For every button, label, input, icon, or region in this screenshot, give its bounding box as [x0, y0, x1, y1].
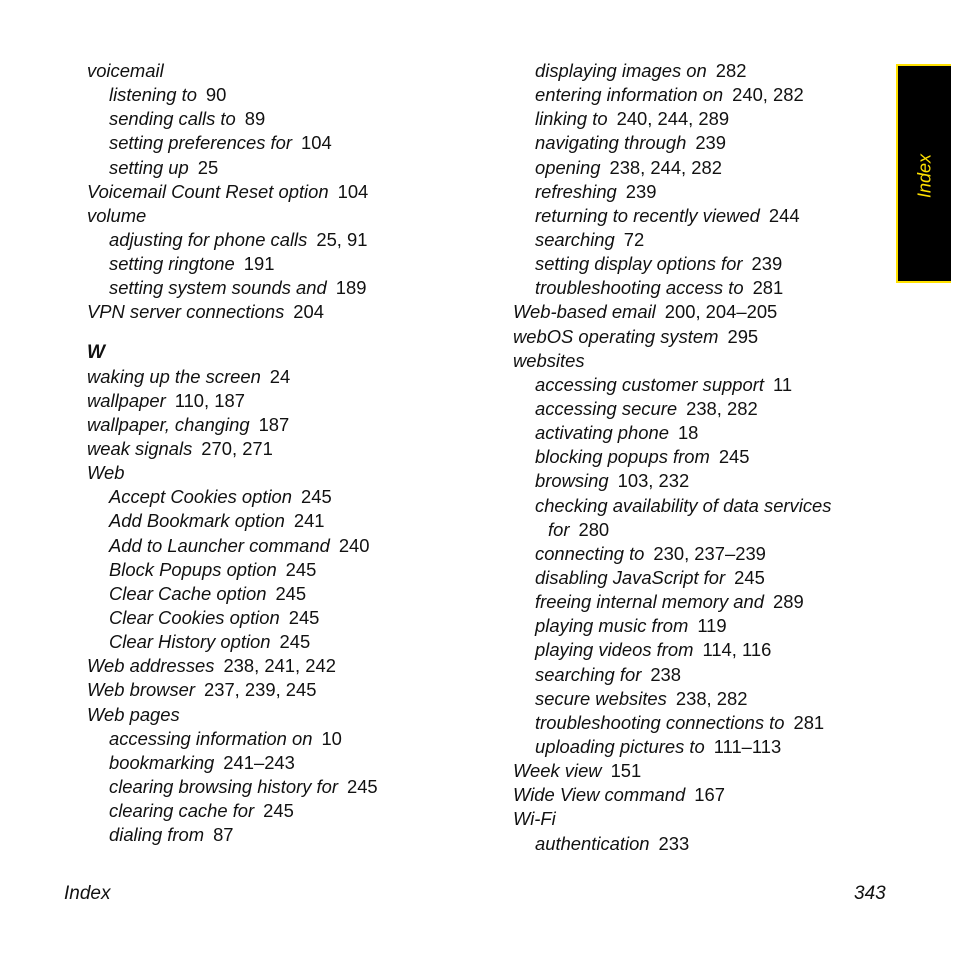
index-entry	[513, 759, 873, 783]
index-term: disabling JavaScript for	[535, 566, 726, 588]
index-term: displaying images on	[535, 60, 707, 81]
index-subentry	[513, 711, 873, 735]
index-subentry	[513, 131, 873, 155]
index-term: Web-based email	[513, 301, 656, 323]
index-term: Accept Cookies option	[109, 486, 292, 508]
index-page-refs: 245	[718, 446, 750, 468]
index-subentry	[513, 276, 873, 300]
index-page-refs: 200, 204–205	[664, 301, 778, 323]
index-page-refs: 233	[658, 832, 690, 854]
index-subentry	[513, 566, 873, 590]
index-subentry	[513, 83, 873, 107]
index-page-refs: 189	[335, 277, 367, 299]
index-entry	[513, 325, 873, 349]
index-subentry	[513, 228, 873, 252]
index-page-refs: 89	[244, 108, 266, 130]
index-term: setting up	[109, 156, 189, 178]
index-term: waking up the screen	[87, 365, 261, 387]
index-term: browsing	[535, 470, 609, 492]
index-page-refs: 280	[578, 518, 610, 540]
index-entry	[87, 461, 467, 485]
index-term: dialing from	[109, 824, 205, 846]
index-page-refs: 245	[279, 631, 311, 653]
index-subentry	[87, 775, 467, 799]
index-page-refs: 104	[300, 132, 332, 154]
index-page-refs: 240	[338, 534, 370, 556]
index-page-refs: 241	[293, 510, 325, 532]
index-page-refs: 239	[751, 253, 783, 275]
index-term: troubleshooting connections to	[535, 711, 785, 733]
index-entry	[87, 59, 467, 83]
index-term: freeing internal memory and	[535, 591, 764, 613]
index-subentry	[87, 252, 467, 276]
index-entry	[87, 204, 467, 228]
index-subentry	[513, 832, 873, 856]
index-page-refs: 104	[337, 180, 369, 202]
index-page-refs: 281	[793, 711, 825, 733]
index-term: accessing customer support	[535, 373, 764, 395]
index-column-right	[513, 59, 873, 856]
index-subentry	[87, 131, 467, 155]
index-term: Week view	[513, 760, 602, 782]
index-page-refs: 103, 232	[617, 470, 690, 492]
index-term: Web browser	[87, 679, 195, 701]
index-subentry	[87, 751, 467, 775]
index-term: checking availability of data services	[535, 494, 832, 516]
index-term: adjusting for phone calls	[109, 228, 308, 250]
index-subentry	[87, 107, 467, 131]
index-entry	[87, 365, 467, 389]
index-page-refs: 11	[772, 373, 793, 395]
index-page-refs: 110, 187	[174, 389, 245, 411]
index-term: for	[548, 518, 570, 540]
index-page-refs: 241–243	[223, 751, 295, 773]
index-page-refs: 238, 282	[686, 397, 758, 419]
index-page-refs: 111–113	[713, 735, 782, 757]
index-entry	[513, 783, 873, 807]
index-term: setting preferences for	[109, 132, 292, 154]
index-column-left	[87, 59, 467, 847]
index-page-refs: 238	[650, 663, 681, 685]
index-subentry	[513, 590, 873, 614]
index-subentry	[87, 228, 467, 252]
index-term: opening	[535, 156, 601, 178]
index-subentry	[87, 606, 467, 630]
index-term: voicemail	[87, 60, 164, 81]
index-subentry	[513, 687, 873, 711]
index-page-refs: 245	[301, 486, 332, 508]
index-term: Block Popups option	[109, 558, 277, 580]
index-term: Clear History option	[109, 631, 271, 653]
index-page-refs: 245	[275, 582, 307, 604]
index-term: connecting to	[535, 542, 645, 564]
index-term: Web pages	[87, 703, 180, 725]
index-term: playing music from	[535, 615, 689, 637]
index-page-refs: 237, 239, 245	[204, 679, 317, 701]
index-term: Add Bookmark option	[109, 510, 285, 532]
index-term: Wi-Fi	[513, 808, 556, 830]
index-page-refs: 25, 91	[316, 228, 368, 250]
index-page-refs: 87	[213, 824, 234, 846]
index-term: navigating through	[535, 132, 687, 154]
index-term: returning to recently viewed	[535, 204, 760, 226]
index-term: VPN server connections	[87, 301, 285, 323]
index-page-refs: 245	[346, 775, 378, 797]
index-page-refs: 240, 282	[732, 84, 804, 106]
index-term: weak signals	[87, 437, 193, 459]
index-page-refs: 90	[205, 84, 227, 106]
index-page-refs: 114, 116	[702, 639, 772, 661]
index-page-refs: 10	[321, 727, 342, 749]
index-page-refs: 72	[623, 228, 645, 250]
index-term: setting display options for	[535, 253, 743, 275]
index-subentry	[513, 107, 873, 131]
index-term: Wide View command	[513, 784, 686, 806]
index-subentry	[513, 638, 873, 662]
index-page-refs: 238, 282	[675, 687, 748, 709]
index-subentry	[513, 421, 873, 445]
index-subentry	[513, 663, 873, 687]
index-page-refs: 230, 237–239	[653, 542, 766, 564]
index-subentry	[87, 534, 467, 558]
index-term: volume	[87, 204, 147, 226]
index-term: playing videos from	[535, 639, 694, 661]
index-page-refs: 240, 244, 289	[616, 108, 730, 130]
index-page-refs: 238, 241, 242	[223, 655, 336, 677]
index-subentry	[513, 614, 873, 638]
index-entry	[87, 300, 467, 324]
index-side-tab[interactable]	[896, 64, 951, 283]
index-term: accessing secure	[535, 397, 678, 419]
index-subentry	[87, 799, 467, 823]
index-subentry	[87, 823, 467, 847]
index-term: refreshing	[535, 180, 617, 202]
index-term: websites	[513, 349, 585, 371]
index-term: clearing browsing history for	[109, 775, 338, 797]
index-term: wallpaper, changing	[87, 413, 250, 435]
index-page-refs: 238, 244, 282	[609, 156, 722, 178]
index-entry	[513, 807, 873, 831]
index-page-refs: 25	[197, 156, 219, 178]
index-subentry	[513, 156, 873, 180]
index-subentry	[87, 276, 467, 300]
index-page-refs: 239	[625, 180, 657, 202]
index-page-refs: 270, 271	[201, 437, 273, 459]
index-page-refs: 281	[752, 277, 784, 299]
index-term: Voicemail Count Reset option	[87, 180, 329, 202]
index-term: entering information on	[535, 84, 724, 106]
index-term: Web addresses	[87, 655, 215, 677]
index-page-refs: 239	[695, 132, 727, 154]
index-term: Clear Cookies option	[109, 606, 280, 628]
index-subentry	[513, 59, 873, 83]
index-letter-heading: W	[87, 341, 105, 363]
index-term: searching for	[535, 663, 642, 685]
index-term: wallpaper	[87, 389, 166, 411]
index-entry	[87, 180, 467, 204]
footer-section-label: Index	[64, 883, 111, 904]
index-entry	[87, 678, 467, 702]
index-term: linking to	[535, 108, 608, 130]
index-entry	[87, 437, 467, 461]
index-page-refs: 167	[694, 784, 725, 806]
index-term: setting system sounds and	[109, 277, 327, 299]
footer-page-number: 343	[854, 883, 886, 904]
side-tab-label: Index	[914, 153, 934, 199]
index-page-refs: 187	[258, 413, 290, 435]
index-page-refs: 204	[293, 301, 324, 323]
index-subentry	[513, 542, 873, 566]
index-term: accessing information on	[109, 727, 313, 749]
index-page-refs: 244	[768, 204, 800, 226]
index-subentry	[513, 204, 873, 228]
index-page-refs: 245	[734, 566, 765, 588]
index-term: sending calls to	[109, 108, 236, 130]
index-subentry	[513, 518, 873, 542]
index-page-refs: 289	[772, 591, 804, 613]
index-subentry	[513, 252, 873, 276]
index-term: bookmarking	[109, 751, 215, 773]
index-subentry	[87, 156, 467, 180]
index-subentry	[513, 469, 873, 493]
index-subentry	[87, 83, 467, 107]
index-term: blocking popups from	[535, 446, 710, 468]
index-subentry	[513, 373, 873, 397]
index-term: authentication	[535, 832, 650, 854]
index-entry	[87, 389, 467, 413]
index-term: webOS operating system	[513, 325, 719, 347]
index-entry	[87, 703, 467, 727]
index-subentry	[87, 582, 467, 606]
index-term: listening to	[109, 84, 197, 106]
index-term: searching	[535, 228, 615, 250]
index-page-refs: 18	[677, 422, 699, 444]
index-subentry	[87, 485, 467, 509]
index-term: Clear Cache option	[109, 582, 267, 604]
index-term: activating phone	[535, 422, 669, 444]
index-subentry	[87, 630, 467, 654]
index-page-refs: 245	[263, 800, 294, 822]
index-term: secure websites	[535, 687, 667, 709]
index-term: troubleshooting access to	[535, 277, 744, 299]
index-page-refs: 119	[697, 615, 727, 637]
index-entry	[87, 413, 467, 437]
index-page-refs: 245	[288, 606, 320, 628]
index-subentry	[513, 735, 873, 759]
index-term: Add to Launcher command	[109, 534, 330, 556]
index-page-refs: 191	[243, 253, 275, 275]
index-page-refs: 282	[715, 60, 747, 81]
index-subentry	[87, 727, 467, 751]
index-page-refs: 24	[269, 365, 291, 387]
index-subentry	[513, 494, 873, 518]
index-entry	[513, 349, 873, 373]
index-page-refs: 151	[610, 760, 642, 782]
index-subentry	[87, 558, 467, 582]
index-page-refs: 295	[727, 325, 759, 347]
index-term: Web	[87, 462, 125, 484]
index-subentry	[87, 509, 467, 533]
index-term: setting ringtone	[109, 253, 235, 275]
index-subentry	[513, 180, 873, 204]
index-entry	[87, 654, 467, 678]
index-term: clearing cache for	[109, 800, 255, 822]
index-term: uploading pictures to	[535, 735, 705, 757]
index-page-refs: 245	[285, 558, 317, 580]
index-subentry	[513, 445, 873, 469]
index-entry	[513, 300, 873, 324]
index-subentry	[513, 397, 873, 421]
